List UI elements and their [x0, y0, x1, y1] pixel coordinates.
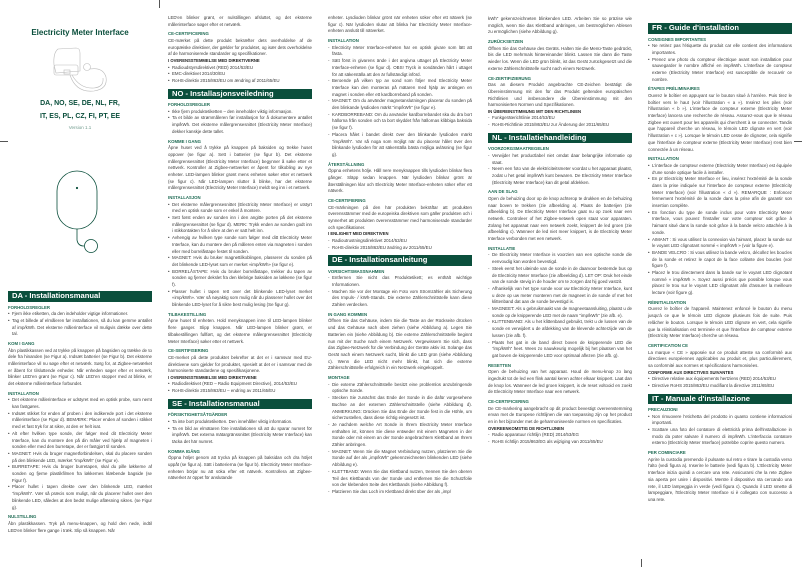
subheading: CE-CERTIFICERING	[488, 399, 529, 405]
subheading: INSTALLATION	[8, 390, 39, 396]
list-item	[168, 71, 312, 78]
list-item-text: L'interface de compteur externe (Electricity Meter Interface) est équipée d'une sonde optique facile à installer.	[652, 162, 792, 175]
bullet-list	[648, 163, 792, 297]
paragraph: Open de behuizing van het apparaat. Houd de menu-knop zo lang ingedrukt tot de led een flink aantal keren achter elkaar knippert. Laat dan de knop los. Wanneer de led groen knippert, is de reset voltooid en zoekt de Electricity Meter Interface naar een netwerk.	[488, 369, 632, 395]
list-item-text: MAGNET: Wenn Sie die Magnet Verbindung nutzen, platzieren Sie die Sonde auf der als „imp/kWh" gekennzeichneten blinkenden LED (siehe Abbildung e).	[332, 448, 472, 468]
list-item	[328, 382, 472, 395]
list-item-text: Sätt först in givarens ände i det angivna uttaget på Electricity Meter Interface-enheten (se figur d). OBS! Tryck in sondänden hårt i uttaget för att säkerställa att den är fullständigt införd.	[332, 58, 472, 77]
bullet-list	[488, 252, 632, 359]
bullet-marker: -	[328, 468, 330, 474]
list-item-text: BURRETAPE: Hvis du bruger burretapen, skal du pille løkkerne af sonden og fjerne plastikfilmen fra løkkernes klæbende bagside (se Figur f).	[12, 464, 152, 483]
list-item	[488, 319, 632, 339]
bullet-list	[648, 43, 792, 83]
bullet-list	[168, 65, 312, 85]
list-item	[488, 266, 632, 286]
bullet-marker: -	[328, 244, 330, 250]
bullet-marker: •	[648, 270, 650, 276]
list-item-text: Sett først enden av sonden inn i den angitte porten på det eksterne målergrensesnittet (se figur d). MERK: Trykk enden av sonden godt inn i stikkontakten for å sikre at den er satt helt inn.	[172, 215, 312, 234]
list-item-text: Entfernen Sie nicht das Produktetikett; es enthält wichtige Informationen.	[332, 275, 472, 288]
subheading: CERTIFICATION CE	[648, 343, 689, 348]
list-item	[648, 176, 792, 210]
list-item-text: Ta et bilde av strømmåleren før installasjon for å dokumentere antallet imp/kWh. Det eksterne målergrensesnittet (Electricity Meter Interface) dekker kanskje dette tallet.	[172, 115, 312, 134]
subheading: FORHOLDSREGLER	[168, 102, 211, 108]
list-item	[328, 78, 472, 98]
list-item	[488, 432, 632, 439]
bullet-list	[168, 109, 312, 136]
list-item	[168, 255, 312, 268]
list-item	[488, 252, 632, 265]
subheading: RESETTEN	[488, 362, 511, 368]
bullet-list	[488, 115, 632, 128]
list-item-text: MAGNET: Om du använder magnetanslutningen placerar du sonden på den blinkande lysdioden märkt "imp/kWh" (se figur e).	[332, 98, 472, 111]
list-item	[648, 427, 792, 447]
list-item-text: Directive relative aux équipements hertziens (RED) 2014/53/EU	[652, 376, 776, 382]
list-item-text: Indsæt stikket for enden af proben i den indikerede port i det eksterne målerinterface (se Figur d). BEMÆRK: Placer enden af sonden i stikket med et fast tryk for at sikre, at den er helt isat.	[12, 410, 152, 430]
bullet-marker: -	[488, 152, 490, 158]
list-item-text: Verwijder het productlabel niet omdat daar belangrijke informatie op staat.	[492, 152, 632, 165]
bullet-marker: •	[168, 381, 170, 387]
language-list	[0, 97, 160, 123]
bullet-marker: •	[8, 430, 10, 436]
bullet-marker: •	[168, 115, 170, 121]
bullet-marker: •	[8, 311, 10, 317]
list-item	[648, 270, 792, 297]
languages-line-2: IT, ES, PL, CZ, FI, PT, EE	[39, 113, 121, 120]
subheading: ZURÜCKSETZEN	[488, 39, 524, 45]
list-item-text: Steek eerst het uiteinde van de sonde in de daarvoor bestemde bus op de Electricity Meter Interface (zie afbeelding d). LET OP: Druk het einde van de sonde stevig in de houder om te zorgen dat hij goed vastzit.	[492, 265, 632, 285]
subheading: CE-SERTIFISERING	[168, 348, 209, 354]
list-item	[328, 449, 472, 469]
list-item	[328, 489, 472, 496]
version-label: Version 1.1	[68, 125, 92, 130]
list-item-text: RoHS-direktiv 2015/863/EU ändring av 2011/65/EU	[332, 244, 432, 250]
list-item-text: En fonction du type de sonde inclus pour votre Electricity Meter Interface, vous pouvez l'installer sur votre compteur soit grâce à l'aimant situé dans la sonde soit grâce à la bande velcro attachée à la sonde.	[652, 209, 792, 235]
directives-heading: CONFORME AUX DIRECTIVES SUIVANTES	[648, 369, 734, 375]
bullet-marker: •	[648, 413, 650, 419]
list-item	[328, 422, 472, 449]
bullet-marker: •	[648, 236, 650, 242]
paragraph: enheter. Lysdioden blinkar grönt när enheten söker efter ett nätverk (se figur c). När lysdioden slutar att blinka har Electricity Meter Interface-enheten anslutit till nätverket.	[328, 15, 472, 34]
languages-line-1: DA, NO, SE, DE, NL, FR,	[40, 100, 120, 107]
list-item-text: MAGNEET: Als u gebruikmaakt van de magneetaansluiting, plaatst u de sonde op de knipperende LED met de naam "imp/kWh" (zie afb. e).	[492, 306, 632, 318]
subheading: VOORZORGSMAATREGELEN	[488, 146, 549, 152]
subheading: VORSICHTSMASSNAHMEN	[328, 268, 385, 274]
list-item	[168, 202, 312, 215]
list-item-text: Stecken Sie zunächst das Ende der Sonde in die dafür vorgesehene Buchse an der externen Zählerschnittstelle (siehe Abbildung d). ANMERKUNG: Drücken Sie das Ende der Sonde fest in die Höhle, um sicherzustellen, dass diese richtig eingesetzt ist.	[332, 395, 472, 421]
list-item	[8, 411, 152, 431]
bullet-marker: -	[328, 58, 330, 64]
list-item-text: Afhankelijk van het type sonde voor uw Electricity Meter Interface, kunt u deze op uw meter monteren met de magneet in de sonde of met het klittenband dat aan de sonde bevestigd is.	[492, 285, 632, 305]
list-item	[168, 78, 312, 85]
paragraph: CE-mærket på dette produkt bekræfter dets overholdelse af de europæiske direktiver, der gælder for produktet, og især dets overholdelse af de harmoniserede standarder og specifikationer.	[168, 38, 312, 57]
bullet-marker: •	[168, 235, 170, 241]
list-item-text: Machen Sie vor der Montage ein Foto vom Stromzähler als Sicherung des Impuls- / kWh-Stands. Die externe Zählerschnittstelle kann diese Zahlen verdecken.	[332, 288, 472, 308]
subheading: CE-CERTIFIERING	[328, 198, 366, 204]
list-item-text: Neem een foto van de elektriciteitsmeter voordat u het apparaat plaatst, zodat u het getal imp/kWh kunt bewaren. De Electricity Meter Interface (Electricity Meter Interface) kan dit getal afdekken.	[492, 166, 632, 185]
bullet-marker: -	[488, 339, 490, 345]
list-item	[168, 289, 312, 309]
list-item	[648, 210, 792, 237]
list-item	[168, 426, 312, 446]
bullet-marker: •	[168, 71, 170, 77]
directives-heading: I OVERENSSTEMMELSE MED DIREKTIVERNE	[168, 58, 260, 64]
paragraph: Open de behuizing door op de knop achterop te drukken en de behuizing naar boven te trekken (zie afbeelding a). Plaats de batterijen (zie afbeelding b). De Electricity Meter Interface gaat nu op zoek naar een netwerk. Controleer of het Zigbee-netwerk open staat voor apparaten. Zolang het apparaat naar een netwerk zoekt, knippert de led groen (zie afbeelding c). Wanneer de led niet meer knippert, is de Electricity Meter Interface verbonden met een netwerk.	[488, 195, 632, 242]
subheading: KOMME I GANG	[168, 138, 201, 144]
paragraph: LED'en blinker grønt, er nulstillingen afsluttet, og det eksterne målerinterface søger efter et netværk.	[168, 15, 312, 27]
list-item-text: KLETTBAND: Wenn Sie das Klettband nutzen, trennen Sie den oberen Teil des Klettbands von der Sonde und entfernen Sie die Schutzfolie von der klebenden Seite des Klettbands (siehe Abbildung f).	[332, 468, 472, 488]
meter-interface-illustration	[50, 45, 112, 97]
list-item-text: De Electricity Meter Interface is voorzien van een optische sonde die eenvoudig kan worden bevestigd.	[492, 252, 632, 265]
bullet-marker: -	[488, 166, 490, 172]
list-item	[328, 58, 472, 78]
list-item-text: RoHS-direktiv 2015/863/EU om ændring af 2011/65/EU	[172, 77, 280, 83]
section-header: NL - Installatiehandleiding	[488, 133, 632, 144]
list-item	[488, 153, 632, 166]
cover	[0, 0, 160, 285]
list-item-text: Fjern ikke etiketten, da den indeholder vigtige informationer.	[12, 311, 129, 317]
list-item	[648, 376, 792, 383]
list-item	[168, 215, 312, 235]
bullet-marker: -	[488, 265, 490, 271]
bullet-list	[168, 419, 312, 446]
list-item-text: Directive RoHS 2015/863/EU modifiant la directive 2011/65/EU	[652, 382, 775, 388]
bullet-list	[168, 381, 312, 394]
bullet-marker: •	[8, 450, 10, 456]
paragraph: CE-merket på dette produktet bekrefter at det er i samsvar med EU-direktivene som gjelder for produktet, spesielt at det er i samsvar med de harmoniserte standardene og spesifikasjonene.	[168, 354, 312, 374]
list-item	[8, 318, 152, 338]
bullet-marker: -	[488, 432, 490, 438]
list-item-text: Avhengig av hvilken type sonde som følger med ditt Electricity Meter Interface, kan du montere den på måleren enten via magneten i sonden eller med borrelåstape festet til sonden.	[172, 235, 312, 254]
subheading: INSTALLASJON	[168, 195, 201, 201]
bullet-marker: -	[328, 131, 330, 137]
list-item-text: Non rimuovere l'etichetta del prodotto in quanto contiene informazioni importanti.	[652, 413, 792, 426]
bullet-list	[648, 414, 792, 448]
subheading: KOMMA IGÅNG	[168, 448, 200, 454]
list-item	[488, 122, 632, 129]
bullet-marker: •	[168, 255, 170, 261]
subheading: PRECAUZIONI	[648, 407, 678, 413]
list-item	[648, 250, 792, 270]
paragraph: Öffnen Sie das Gehäuse, indem Sie die Taste an der Rückseite drücken und das Gehäuse nach oben ziehen (siehe Abbildung a). Legen Sie Batterien ein (siehe Abbildung b). Die externe Zählerschnittstelle beginnt nun mit der Suche nach einem Netzwerk. Vergewissern Sie sich, dass das Zigbee-Netzwerk für die Verbindung der Geräte aktiv ist. Solange das Gerät nach einem Netzwerk sucht, blinkt die LED grün (siehe Abbildung c). Wenn die LED nicht mehr blinkt, hat sich die externe Zählerschnittstelle erfolgreich in ein Netzwerk eingekoppelt.	[328, 318, 472, 371]
paragraph: Åbn plastikkassen ved at trykke på knappen på bagsiden og trække de to dele fra hinanden (se Figur a). Indsæt batterier (se Figur b). Det eksterne målerinterface vil nu søge efter et netværk. Sørg for, at Zigbee-netværket er åbent for tilsluttende enheder. Når enheden søger efter et netværk, blinker LED'en grønt (se Figur c). Når LED'en stopper med at blinke, er det eksterne målerinterface forbundet.	[8, 347, 152, 387]
crop-mark	[794, 141, 802, 142]
bullet-marker: •	[168, 388, 170, 394]
bullet-list	[328, 382, 472, 496]
list-item	[168, 109, 312, 116]
bullet-marker: •	[648, 382, 650, 388]
bullet-marker: •	[8, 410, 10, 416]
list-item	[648, 237, 792, 250]
list-item-text: Placer hullet i tapen direkte over den blinkende LED, mærket "imp/kWh". Vær så præcis som muligt, når du placerer hullet over den blinkende LED, således at den bedst mulige aflæsning sikres. (se Figur g).	[12, 484, 152, 510]
list-item-text: Plaats het gat in de band direct boven de knipperende LED die "imp/kWh" heet. Wees zo nauwkeurig mogelijk bij het plaatsen van het gat boven de knipperende LED voor optimaal aflezen (zie afb. g).	[492, 339, 632, 358]
list-item	[648, 163, 792, 176]
list-item-text: Tag et billede af elmåleren før installationen, så du kan gemme antallet af imp/kWh. Det eksterne målerinterface vil muligvis dække over dette tal.	[12, 317, 152, 337]
bullet-list	[488, 153, 632, 187]
section-header: DA - Installationsmanual	[8, 291, 152, 302]
list-item	[168, 235, 312, 255]
list-item	[8, 484, 152, 511]
bullet-marker: •	[8, 484, 10, 490]
list-item-text: Det eksterne målerinterface er udstyret med en optisk probe, som nemt kan fastgøres.	[12, 397, 152, 410]
section-header: NO - Installasjonsveiledning	[168, 89, 312, 100]
list-item	[8, 397, 152, 410]
list-item	[168, 381, 312, 388]
bullet-marker: -	[488, 285, 490, 291]
bullet-marker: •	[8, 397, 10, 403]
bullet-marker: •	[648, 209, 650, 215]
subheading: NULSTILLING	[8, 514, 37, 520]
list-item-text: RoHS richtlijn 2015/863/EG als wijziging van 2011/65/EU	[492, 438, 603, 444]
paragraph: La marque « CE » apposée sur ce produit atteste sa conformité aux directives européennes applicables au produit et, plus particulièrement, sa conformité aux normes et spécifications harmonisées.	[648, 349, 792, 368]
subheading: PER COMINCIARE	[648, 450, 686, 456]
list-item-text: RoHS-direktiv 2015/863/EU – endring av 2011/65/EU	[172, 388, 276, 394]
crop-mark	[159, 0, 160, 8]
list-item-text: Ne retirez pas l'étiquette du produit car elle contient des informations importantes.	[652, 43, 792, 55]
paragraph: Åbn plastikkassen. Tryk på menu-knappen, og hold den nede, indtil LED'en blinker flere gange i træk. Slip så knappen. Når	[8, 520, 152, 533]
list-item-text: KLITTENBAND: Als u het klittenband gebruikt, trekt u de lussen van de sonde en verwijdert u de afdekking van de klevende achterzijde van de lussen (zie afb. f).	[492, 319, 632, 338]
list-item-text: MAGNET: Hvis du bruger magnetforbindelsen, skal du placere sonden på den blinkende LED, mærket "imp/kWh" (se Figur e).	[12, 450, 152, 463]
list-item-text: KARDBORREBAND: Om du använder kardborrebandet ska du dra bort hällorna från sonden och ta bort skyddet från hällornas klibbiga baksida (se figur f).	[332, 111, 472, 131]
bullet-marker: •	[648, 376, 650, 382]
paragraph: Öppna enhetens hölje. Håll nere menyknappen tills lysdioden blinkar flera gånger. Släpp sedan knappen. När lysdioden blinkar grönt är återställningen klar och Electricity Meter Interface-enheten söker efter ett nätverk.	[328, 168, 472, 194]
document-title: Electricity Meter Interface	[31, 28, 129, 37]
bullet-marker: •	[168, 425, 170, 431]
list-item-text: Platzieren Sie das Loch im Klettband direkt über der als „imp/	[332, 488, 452, 494]
list-item	[328, 132, 472, 159]
list-item	[328, 45, 472, 58]
bullet-marker: •	[168, 64, 170, 70]
bullet-list	[328, 45, 472, 159]
list-item	[488, 340, 632, 360]
paragraph: Åpne huset til enheten. Hold menyknappen inne til LED-lampen blinker flere ganger. Slipp knappen. Når LED-lampen blinker grønt, er tilbakestillingen fullført, og det eksterne målergrensesnittet (Electricity Meter Interface) søker etter et nettverk.	[168, 318, 312, 344]
list-item	[328, 395, 472, 422]
list-item-text: Ikke fjern produktetiketten – den inneholder viktig informasjon.	[172, 108, 293, 114]
device-outline-illustration	[54, 168, 104, 254]
subheading: CE-ZERTIFIZIERUNG	[488, 75, 531, 81]
list-item	[168, 388, 312, 395]
paragraph: Ouvrez le boîtier de l'appareil. Maintenez enfoncé le bouton du menu jusqu'à ce que le témoin LED clignote plusieurs fois de suite. Puis relâcher le bouton. Lorsque le témoin LED clignote en vert, cela signifie que la réinitialisation est terminée et que l'interface de compteur externe (Electricity Meter Interface) cherche un réseau.	[648, 306, 792, 339]
directives-heading: OVEREENKOMSTIG DE RICHTLIJNEN	[488, 425, 564, 431]
bullet-marker: •	[168, 288, 170, 294]
bullet-marker: -	[328, 488, 330, 494]
paragraph: kWh" gekennzeichneten blinkenden LED. Arbeiten Sie so präzise wie möglich, wenn Sie das Klettband anbringen, um bestmöglichen Ablesen zu ermöglichen (siehe Abbildung g).	[488, 16, 632, 35]
list-item	[8, 431, 152, 451]
subheading: ÉTAPES PRÉLIMINAIRES	[648, 86, 700, 92]
bullet-marker: -	[328, 237, 330, 243]
list-item-text: Scattare una foto del contatore di elettricità prima dell'installazione in modo da poter salvare il numero di imp/kWh. L'interfaccia contatore esterno (Electricity Meter Interface) potrebbe coprire questo numero.	[652, 427, 792, 446]
list-item-text: RoHS-Richtlinie 2015/863/EU zur Änderung der 2011/65/EU	[492, 122, 610, 128]
list-item	[488, 286, 632, 306]
bullet-marker: •	[648, 56, 650, 62]
paragraph: Åpne huset ved å trykke på knappen på baksiden og trekke huset oppover (se figur a). Sett i batterier (se figur b). Det eksterne målergrensesnittet (Electricity Meter Interface) begynner å søke etter et nettverk. Kontroller at Zigbee-nettverket er åpent for tilkobling av nye enheter. LED-lampen blinker grønt mens enheten søker etter et nettverk (se figur c). Når LED-lampen slutter å blinke, har det eksterne målergrensesnittet (Electricity Meter Interface) meldt seg inn i et nettverk.	[168, 145, 312, 191]
list-item-text: Prenez une photo du compteur électrique avant son installation pour sauvegarder le nombre affiché en imp/kWh. L'interface de compteur externe (Electricity Meter Interface) est susceptible de recouvrir ce nombre.	[652, 56, 792, 82]
list-item	[168, 419, 312, 426]
column-3	[328, 15, 472, 496]
list-item-text: MAGNET: Hvis du bruker magnettilkoblingen, plasserer du sonden på det blinkende LED-lyset som er merket «imp/kWh» (se figur e).	[172, 255, 312, 267]
bullet-list	[328, 275, 472, 309]
bullet-marker: -	[488, 122, 490, 128]
bullet-marker: -	[328, 98, 330, 104]
list-item-text: Ta inte bort produktetiketten. Den innehåller viktig information.	[172, 418, 293, 424]
list-item	[328, 238, 472, 245]
bullet-marker: -	[328, 78, 330, 84]
bullet-marker: -	[488, 306, 490, 312]
list-item	[168, 115, 312, 135]
list-item-text: Funkgeräterichtlinie 2014/53/EU	[492, 115, 555, 121]
list-item	[328, 98, 472, 111]
bullet-list	[488, 432, 632, 445]
paragraph: Das an diesem Produkt angebrachte CE-Zeichen bestätigt die Übereinstimmung mit den für das Produkt geltenden europäischen Richtlinien und insbesondere die Übereinstimmung mit den harmonisierten Normen und Spezifikationen.	[488, 82, 632, 108]
subheading: TILBAKESTILLING	[168, 311, 207, 317]
bullet-marker: •	[648, 162, 650, 168]
bullet-marker: -	[328, 288, 330, 294]
bullet-marker: •	[648, 427, 650, 433]
section-header: SE - Installationsmanual	[168, 399, 312, 410]
list-item-text: Die externe Zählerschnittstelle besitzt eine problemlos anzubringende optische Sonde.	[332, 381, 472, 394]
subheading: INSTALLATIE	[488, 245, 516, 251]
section-header: IT - Manuale d'installazione	[648, 394, 792, 405]
bullet-marker: -	[488, 319, 490, 325]
list-item-text: AIMANT : Si vous utilisez la connexion via l'aimant, placez la sonde sur le voyant LED clignotant nommé « imp/kWh » (voir la figure e).	[652, 236, 792, 249]
section-header: DE - Installationsanleitung	[328, 255, 472, 266]
list-item-text: BORRELÅSTAPE: Hvis du bruker borrelåstape, trekker du tapen av sonden og fjerner dekslet fra den klebrige baksiden av løkkene (se figur f).	[172, 268, 312, 288]
list-item-text: Alt efter hvilken type sonde, der følger med dit Electricity Meter Interface, kan du montere den på din måler ved hjælp af magneten i sonden eller med den burretape, der er fastgjort til sonden.	[12, 430, 152, 450]
bullet-marker: -	[328, 275, 330, 281]
paragraph: Ouvrez le boîtier en appuyant sur le bouton situé à l'arrière. Puis tirez le boîtier vers le haut (voir l'illustration « a »). Insérez les piles (voir l'illustration « b »). L'interface de compteur externe (Electricity Meter Interface) lancera une recherche de réseau. Assurez-vous que le réseau Zigbee est ouvert pour les appareils qui cherchent à se connecter. Tandis que l'appareil cherche un réseau, le témoin LED clignote en vert (voir l'illustration « c »). Lorsque le témoin LED cesse de clignoter, cela signifie que l'interface de compteur externe (Electricity Meter Interface) s'est bien connectée à un réseau.	[648, 92, 792, 152]
column-5	[648, 19, 792, 504]
bullet-marker: •	[648, 176, 650, 182]
list-item-text: Radiodirektivet (RED – Radio Equipment Directive), 2014/53/EU	[172, 381, 297, 387]
directives-heading: IN ÜBEREINSTIMMUNG MIT DEN RICHTLINIEN	[488, 108, 582, 114]
subheading: MONTAGE	[328, 375, 350, 381]
list-item-text: En pr Electricity Meter Interface er lieu, insérez l'extrémité de la sonde dans la prise indiquée sur l'interface de compteur externe (Electricity Meter Interface) (voir l'illustration « d »). REMARQUE : Enfoncez fermement l'extrémité de la sonde dans la prise afin de garantir son insertion complète.	[652, 176, 792, 209]
bullet-marker: •	[168, 201, 170, 207]
list-item-text: BANDE VELCRO : Si vous utilisez la bande velcro, décollez les boucles de la sonde et retirez le capot de la face collante des boucles (voir figure f).	[652, 249, 792, 269]
list-item	[168, 269, 312, 289]
bullet-marker: -	[328, 44, 330, 50]
bullet-marker: •	[168, 215, 170, 221]
paragraph: Aprire la custodia premendo il pulsante sul retro e tirare la custodia verso l'alto (vedi figura a). Inserire le batterie (vedi figura b). L'Electricity Meter Interface inizia quindi a cercare una rete. Assicurarsi che la rete Zigbee sia aperta per unire i dispositivi. Mentre il dispositivo sta cercando una rete, il LED lampeggia in verde (vedi figura c). Quando il LED smette di lampeggiare, l'Electricity Meter Interface si è collegato con successo a una rete.	[648, 456, 792, 502]
bullet-marker: -	[488, 115, 490, 121]
crop-mark	[0, 141, 8, 142]
bullet-marker: •	[168, 108, 170, 114]
bullet-list	[8, 311, 152, 338]
bullet-marker: •	[168, 77, 170, 83]
subheading: AAN DE SLAG	[488, 189, 518, 195]
bullet-list	[168, 202, 312, 309]
list-item-text: Radioutrustningsdirektivet 2014/53/EU	[332, 237, 407, 243]
list-item-text: Beroende på vilken typ av sond som följer med Electricity Meter Interface kan den monteras på mätaren med hjälp av antingen en magnet i sonden eller ett kardborreband på sonden.	[332, 78, 472, 97]
list-item	[648, 383, 792, 390]
subheading: IN GANG KOMMEN	[328, 311, 368, 317]
list-item-text: Radioudstyrsdirektivet (RED) 2014/53/EU	[172, 64, 254, 70]
directives-heading: I ENLIGHET MED DIREKTIVEN	[328, 231, 389, 237]
list-item	[328, 112, 472, 132]
subheading: FORHOLDSREGLER	[8, 304, 51, 310]
list-item	[488, 306, 632, 319]
paragraph: Öppna höljet genom att trycka på knappen på baksidan och dra höljet uppåt (se figur a). Sätt i batterierna (se figur b). Electricity Meter Interface-enheten börjar nu att söka efter ett nätverk. Kontrollera att Zigbee-nätverket är öppet för anslutande	[168, 455, 312, 481]
list-item	[328, 245, 472, 252]
bullet-marker: •	[8, 464, 10, 470]
list-item	[488, 115, 632, 122]
bullet-marker: •	[168, 268, 170, 274]
bullet-list	[8, 397, 152, 511]
bullet-marker: -	[328, 381, 330, 387]
list-item-text: Placera hålet i bandet direkt över den blinkande lysdioden märkt "imp/kWh". Var så noga som möjligt när du placerar hålet över den blinkande lysdioden för att säkerställa bästa möjliga avläsning (se figur g).	[332, 131, 472, 157]
column-1	[8, 287, 152, 534]
list-item-text: Ta en bild av elmätaren före installationen så att du sparar numret för imp/kWh. Det externa mätargränssnittet (Electricity Meter Interface) kan täcka det här numret.	[172, 425, 312, 445]
paragraph: Öffnen Sie das Gehäuse des Geräts. Halten Sie die Menü-Taste gedrückt, bis die LED mehrmals hintereinander blinkt. Lassen Sie dann die Taste wieder los. Wenn die LED grün blinkt, ist das Gerät zurückgesetzt und die externe Zählerschnittstelle sucht nach einem Netzwerk.	[488, 45, 632, 71]
bullet-marker: -	[328, 421, 330, 427]
bullet-marker: •	[8, 317, 10, 323]
paragraph: De CE-markering aangebracht op dit product bevestigt overeenstemming ervan met de Europese richtlijnen die van toepassing zijn op het product en in het bijzonder met de geharmoniseerde normen en specificaties.	[488, 405, 632, 425]
subheading: INSTALLATION	[328, 38, 359, 44]
bullet-marker: •	[168, 418, 170, 424]
list-item-text: Electricity Meter Interface-enheten har en optisk givare som lätt att fästa.	[332, 44, 472, 57]
list-item	[488, 439, 632, 446]
list-item-text: Je nachdem welche Art Sonde in Ihrem Electricity Meter Interface enthalten ist, können Sie diese entweder mit einem Magneten in der Sonde oder mit einem an der Sonde angebrachtem Klettband an Ihrem Zähler anbringen.	[332, 421, 472, 448]
section-header: FR - Guide d'installation	[648, 23, 792, 34]
list-item-text: Placez le trou directement dans la bande sur le voyant LED clignotant nommé « imp/kWh ». Soyez aussi précis que possible lorsque vous placez le trou sur le voyant LED clignotant afin d'assurer la meilleure lecture (voir figure g).	[652, 270, 792, 296]
list-item	[8, 311, 152, 318]
column-4	[488, 16, 632, 446]
list-item	[328, 275, 472, 288]
list-item	[328, 289, 472, 309]
subheading: KOM I GANG	[8, 340, 35, 346]
list-item	[328, 469, 472, 489]
list-item	[168, 65, 312, 72]
list-item	[648, 57, 792, 84]
list-item	[8, 464, 152, 484]
subheading: CE-CERTIFICERING	[168, 31, 209, 37]
subheading: ÅTERSTÄLLNING	[328, 161, 365, 167]
list-item	[648, 43, 792, 56]
bullet-marker: •	[648, 43, 650, 49]
list-item-text: Plasser hullet i tapen rett over det blinkende LED-lyset merket «imp/kWh». Vær så nøyaktig som mulig når du plasserer hullet over det blinkende LED-lyset for å sikre best mulig lesing (Se figur g).	[172, 288, 312, 308]
list-item-text: Radio apparatuur richtlijn (RED) 2014/53/EG	[492, 432, 579, 438]
column-2	[168, 15, 312, 482]
bullet-marker: -	[328, 111, 330, 117]
bullet-marker: -	[488, 252, 490, 258]
bullet-list	[648, 376, 792, 389]
list-item-text: EMC-direktivet 2014/30/EU	[172, 71, 226, 77]
subheading: INSTALLATION	[648, 156, 679, 162]
paragraph: CE-märkningen på den här produkten bekräftar att produkten överensstämmer med de europeiska direktiven som gäller produkten och i synnerhet att produkten överensstämmer med harmoniserade standarder och specifikationer.	[328, 204, 472, 230]
list-item	[8, 451, 152, 464]
bullet-marker: •	[648, 249, 650, 255]
bullet-marker: -	[488, 438, 490, 444]
bullet-marker: -	[328, 448, 330, 454]
subheading: RÉINITIALISATION	[648, 299, 687, 305]
list-item-text: Det eksterne målergrensesnittet (Electricity Meter Interface) er utstyrt med en optisk sonde som er enkel å montere.	[172, 201, 312, 214]
subheading: CONSIGNES IMPORTANTES	[648, 36, 706, 42]
bullet-list	[328, 238, 472, 251]
list-item	[488, 166, 632, 186]
crop-mark	[641, 559, 642, 567]
bullet-marker: -	[328, 395, 330, 401]
subheading: FÖRSIKTIGHETSÅTGÄRDER	[168, 412, 228, 418]
list-item	[648, 414, 792, 427]
directives-heading: I OVERENSSTEMMELSE MED DIREKTIVENE	[168, 375, 257, 380]
